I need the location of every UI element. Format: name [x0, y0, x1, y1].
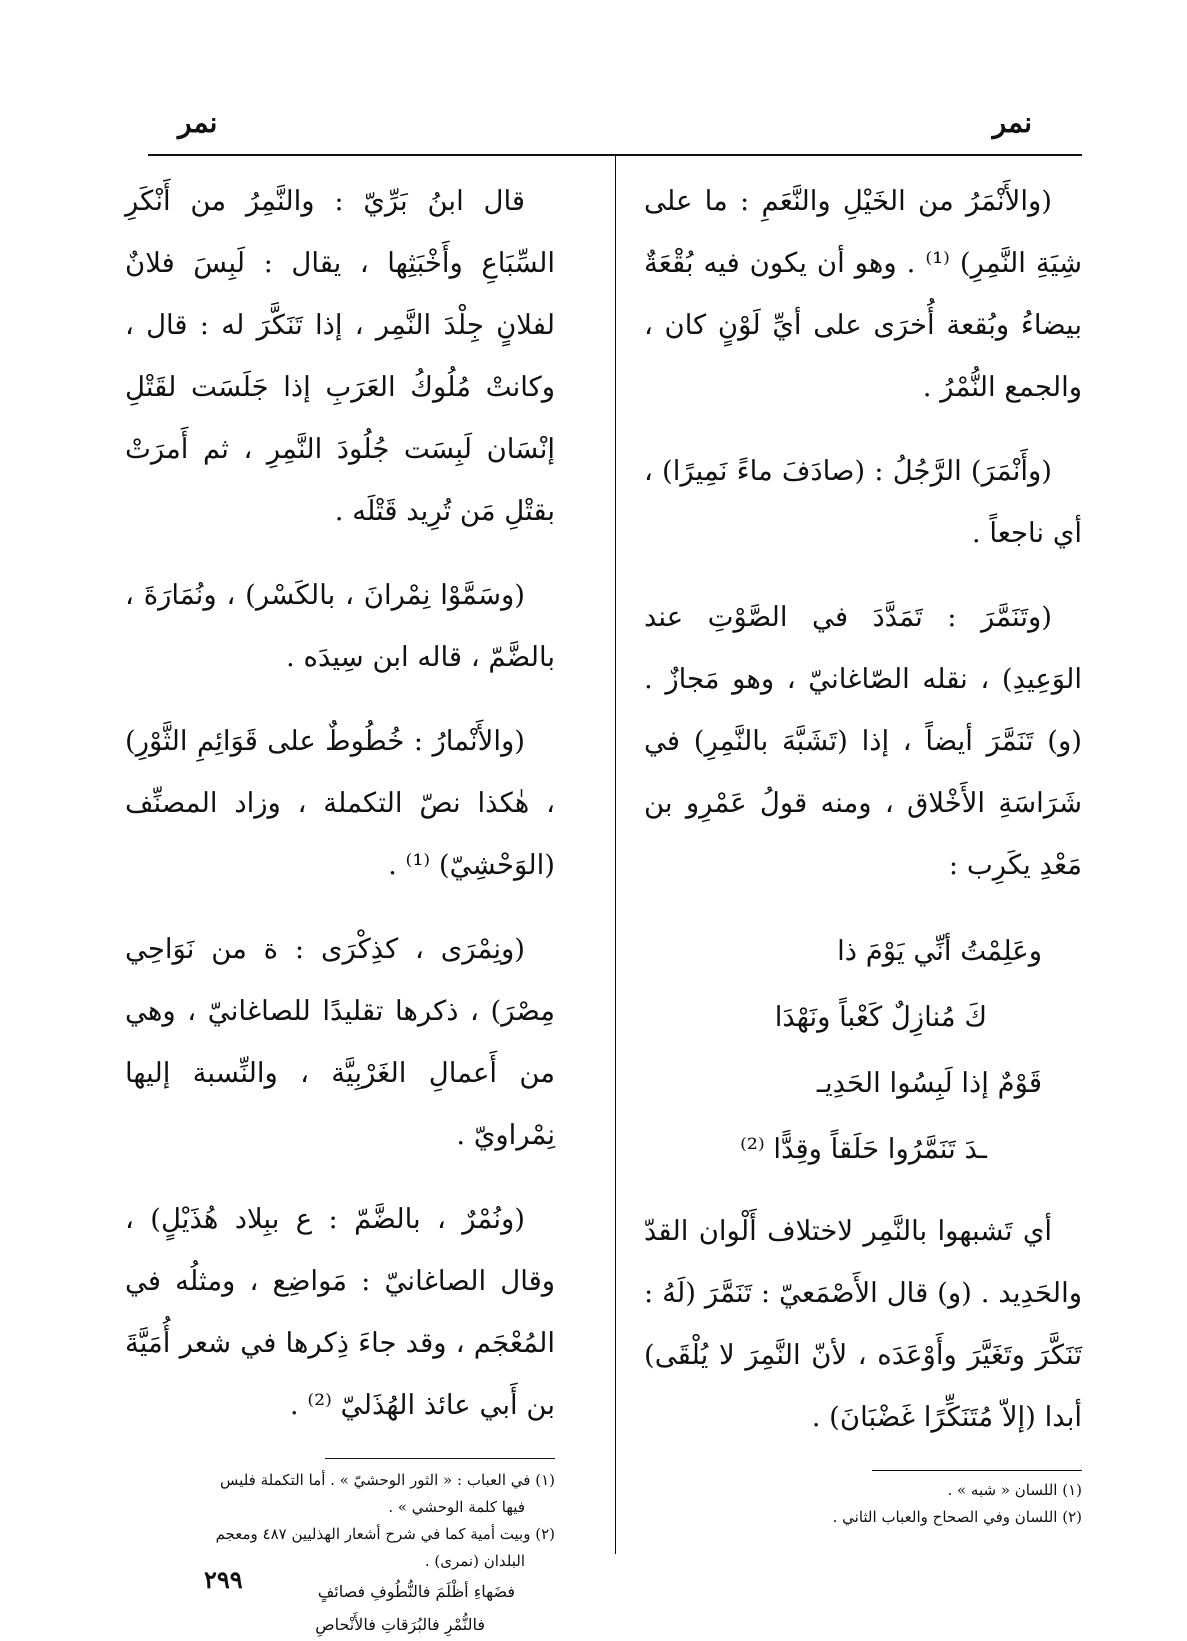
right-column	[644, 170, 1082, 1531]
verse-line: وعَلِمْتُ أنِّي يَوْمَ ذا	[837, 935, 1042, 967]
footnote-poem-line: فالنُّمْرِ فالبُرَقاتِ فالأَنْحاصِ	[315, 1615, 485, 1634]
footnote: (١) في العباب : « الثور الوحشيّ » . أما التكملة فليس	[220, 1471, 555, 1489]
footnote-continuation: فيها كلمة الوحشي » .	[388, 1498, 525, 1516]
verse-line: قَوْمٌ إذا لَبِسُوا الحَدِيـ	[816, 1067, 1042, 1099]
column-divider	[615, 154, 616, 1554]
paragraph: (ونُمْرٌ ، بالضَّمّ : ع ببِلاد هُذَيْلٍ) ، وقال الصاغانيّ : مَواضِع ، ومثلُه في المُعْجَم ، وقد جاءَ ذِكرها في شعر أُمَيَّةَ بن أَبي عائذ الهُذَليّ ⁽²⁾ .	[125, 1203, 555, 1421]
footnote-poem-line: فضَهاءِ أظْلَمَ فالنُّطُوفِ فصائفٍ	[317, 1582, 515, 1601]
footnotes	[125, 1467, 555, 1641]
verse-block	[644, 918, 1082, 1182]
paragraph: (والأَنْمَرُ من الخَيْلِ والنَّعَمِ : ما على شِيَةِ النَّمِرِ) ⁽¹⁾ . وهو أن يكون فيه بُقْعَةٌ بيضاءُ وبُقعة أُخرَى على أيِّ لَوْنٍ كان ، والجمع النُّمْرُ .	[644, 185, 1082, 403]
paragraph: قال ابنُ بَرِّيّ : والنَّمِرُ من أَنْكَرِ السِّبَاعِ وأَخْبَثِها ، يقال : لَبِسَ فلانٌ لفلانٍ جِلْدَ النَّمِر ، إذا تَنَكَّرَ له : قال ، وكانتْ مُلُوكُ العَرَبِ إذا جَلَسَت لقَتْلِ إنْسَان لَبِسَت جُلُودَ النَّمِرِ ، ثم أَمرَتْ بقتْلِ مَن تُرِيد قَتْلَه .	[125, 185, 555, 527]
verse-line: ـدَ تَنَمَّرُوا حَلَقاً وقِدًّا ⁽²⁾	[740, 1133, 987, 1165]
left-column	[125, 170, 555, 1641]
paragraph: (والأَنْمارُ : خُطُوطٌ على قَوَائِمِ الثَّوْرِ) ، هٰكذا نصّ التكملة ، وزاد المصنِّف (الوَحْشِيّ) ⁽¹⁾ .	[125, 725, 555, 881]
footnote: (٢) وبيت أمية كما في شرح أشعار الهذليين ٤٨٧ ومعجم	[215, 1525, 555, 1543]
paragraph: (ونِمْرَى ، كذِكْرَى : ة من نَوَاحِي مِصْرَ) ، ذكرها تقليدًا للصاغانيّ ، وهي من أَعمالِ الغَرْبِيَّة ، والنِّسبة إليها نِمْراويّ .	[125, 933, 555, 1151]
paragraph: (وأَنْمَرَ) الرَّجُلُ : (صادَفَ ماءً نَمِيرًا) ، أي ناجعاً .	[644, 455, 1082, 549]
paragraph: أي تَشبهوا بالنَّمِر لاختلاف أَلْوان القدّ والحَدِيد . (و) قال الأَصْمَعيّ : تَنَمَّرَ (لَهُ : تَنَكَّرَ وتَغَيَّرَ وأَوْعَدَه ، لأنّ النَّمِرَ لا يُلْقَى) أبدا (إلاّ مُتَنَكِّرًا غَضْبَانَ) .	[644, 1215, 1082, 1433]
footnote: (٢) اللسان وفي الصحاح والعباب الثاني .	[832, 1508, 1082, 1526]
verse-line: كَ مُنازِلٌ كَعْباً ونَهْدَا	[774, 1001, 987, 1033]
running-head-right: نمر	[992, 106, 1032, 139]
running-head-left: نمر	[178, 106, 218, 139]
paragraph: (وسَمَّوْا نِمْرانَ ، بالكَسْر) ، ونُمَارَةَ ، بالضَّمّ ، قاله ابن سِيدَه .	[125, 579, 555, 673]
footnote: (١) اللسان « شبه » .	[947, 1481, 1082, 1499]
footnote-rule	[872, 1470, 1082, 1471]
footnotes	[644, 1477, 1082, 1531]
paragraph: (وتَنَمَّرَ : تَمَدَّدَ في الصَّوْتِ عند الوَعِيدِ) ، نقله الصّاغانيّ ، وهو مَجازٌ . (و) تَنَمَّرَ أيضاً ، إذا (تَشَبَّهَ بالنَّمِرِ) في شَرَاسَةِ الأَخْلاق ، ومنه قولُ عَمْرِو بن مَعْدِ يكَرِب :	[644, 601, 1082, 881]
footnote-rule	[325, 1458, 555, 1459]
footnote-continuation: البلدان (نمرى) .	[424, 1552, 525, 1570]
page-number: ٢٩٩	[204, 1565, 243, 1594]
